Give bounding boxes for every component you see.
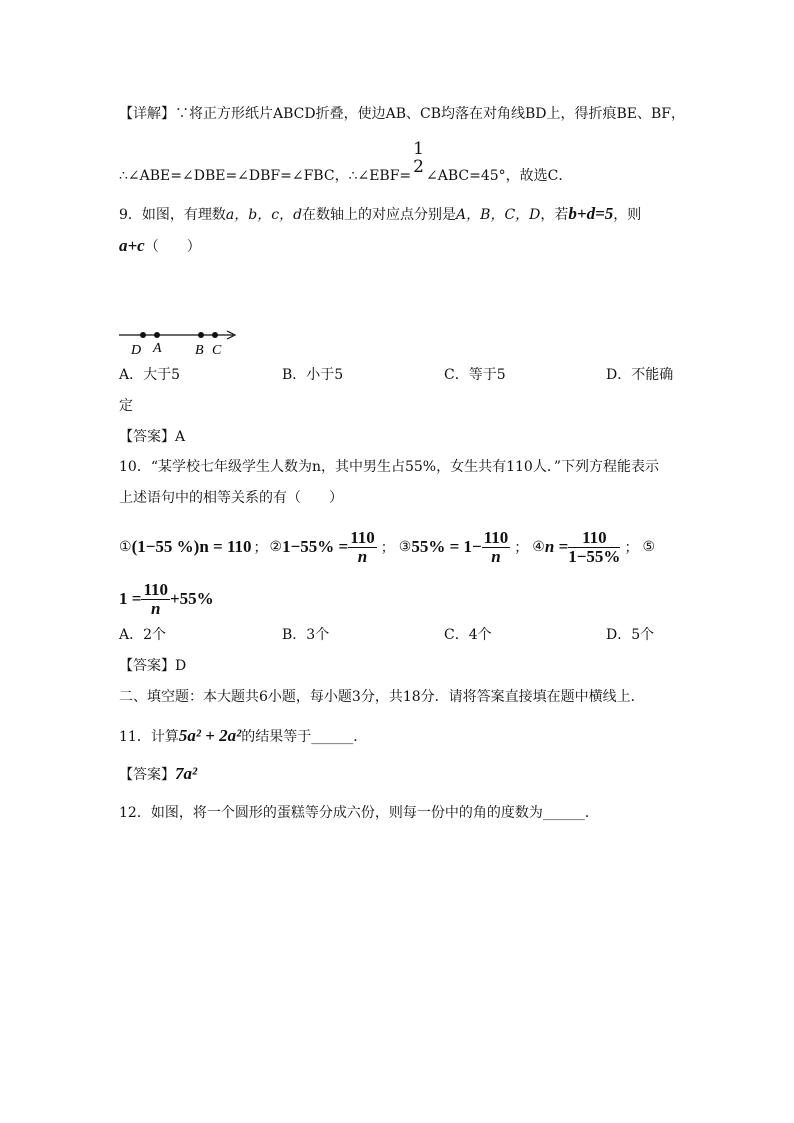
q11-answer-expr: 7a² [175, 764, 198, 783]
q9-stem: 9．如图，有理数a，b，c，d在数轴上的对应点分别是A，B，C，D，若b+d=5，则 [119, 204, 642, 223]
eq5-right: +55% [170, 589, 214, 608]
point-a [154, 332, 160, 338]
label-a: A [153, 341, 162, 356]
eq3-fraction: $\frac{110}{n}$ [483, 527, 509, 566]
q10-eq5-row [119, 576, 214, 622]
eq5-fraction: $\frac{110}{n}$ [143, 579, 168, 618]
q10-stem-1: 10．“某学校七年级学生人数为n，其中男生占55%，女生共有110人．”下列方程能表示 [119, 459, 659, 475]
detail-line-2 [119, 139, 573, 184]
q10-equations-row: ① (1−55 %)n = 110 ； ② 1−55% = $\frac{110}{n}$ ； ③ 55% = 1− $\frac{110}{n}$ ； ④ n = $\frac{110}{1-55\%}$ ； ⑤ [119, 527, 655, 566]
q10-answer: 【答案】D [119, 658, 187, 674]
point-b [198, 332, 204, 338]
q10-option-d: D．5个 [606, 627, 655, 643]
eq3-left: 55% = 1− [411, 537, 482, 556]
section-2-heading: 二、填空题：本大题共6小题，每小题3分，共18分．请将答案直接填在题中横线上． [119, 689, 645, 705]
q9-answer: 【答案】A [119, 429, 186, 445]
half-fraction: 1 2 [413, 139, 424, 177]
q11-stem: 11．计算5a² + 2a²的结果等于______． [119, 726, 368, 745]
q11-expr: 5a² + 2a² [178, 726, 242, 745]
detail-line-2-pre: ∴∠ABE=∠DBE=∠DBF=∠FBC，∴∠EBF= [119, 168, 412, 184]
label-d: D [131, 343, 142, 358]
q9-option-b: B．小于5 [282, 367, 344, 383]
number-line-figure [119, 322, 259, 358]
point-d [140, 332, 146, 338]
q10-option-a: A．2个 [119, 627, 167, 643]
label-c: C [212, 343, 222, 358]
eq2-fraction: $\frac{110}{n}$ [350, 527, 375, 566]
q9-option-c: C．等于5 [444, 367, 506, 383]
eq4-fraction: $\frac{110}{1-55\%}$ [568, 527, 621, 566]
q9-option-a: A．大于5 [119, 367, 181, 383]
q9-option-d: D．不能确 [606, 367, 674, 383]
eq1: (1−55 %)n = 110 [131, 537, 252, 556]
q10-option-b: B．3个 [282, 627, 330, 643]
q11-answer: 【答案】7a² [119, 764, 198, 783]
label-b: B [195, 343, 204, 358]
eq4-left: n = [544, 537, 569, 556]
q12-stem: 12．如图，将一个圆形的蛋糕等分成六份，则每一份中的角的度数为______． [119, 805, 599, 821]
point-c [212, 332, 218, 338]
eq5-left: 1 = [119, 589, 142, 608]
q9-condition: b+d=5 [568, 204, 614, 223]
q10-option-c: C．4个 [444, 627, 492, 643]
q9-stem-2: a+c（ ） [119, 236, 201, 255]
detail-line-2-post: ∠ABC=45°，故选C． [426, 168, 573, 184]
q9-expr: a+c [119, 236, 145, 255]
q10-stem-2: 上述语句中的相等关系的有（ ） [119, 490, 343, 506]
eq2-left: 1−55% = [282, 537, 349, 556]
q9-option-d-wrap: 定 [119, 398, 133, 414]
detail-line-1: 【详解】∵将正方形纸片ABCD折叠，使边AB、CB均落在对角线BD上，得折痕BE、BF， [119, 106, 686, 122]
